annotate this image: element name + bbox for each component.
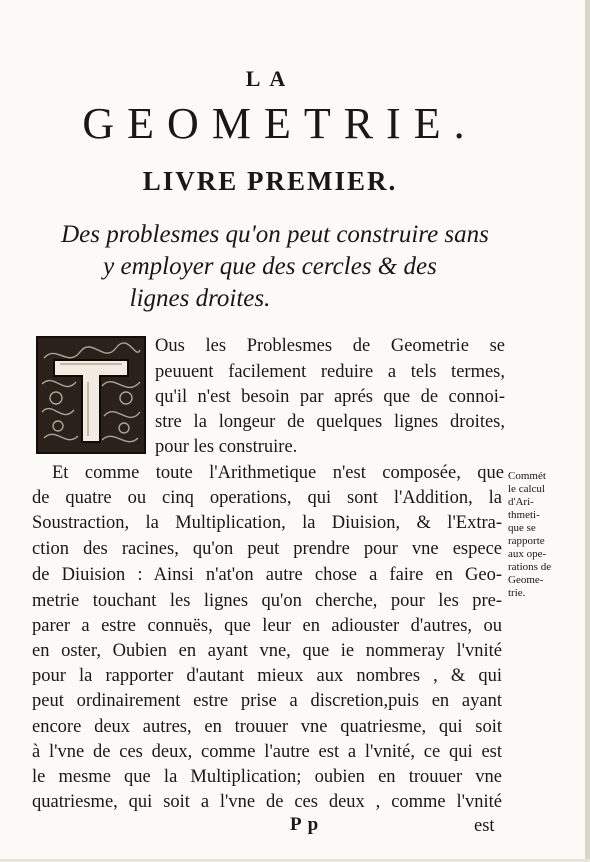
text-line: peut ordinairement estre prise a discretion,puis en ayant <box>32 691 502 711</box>
subtitle-line-3: lignes droites. <box>129 285 271 312</box>
text-line: Ous les Problesmes de Geometrie se <box>155 336 505 356</box>
text-line: de quatre ou cinq operations, qui sont l'Addition, la <box>32 488 502 508</box>
margin-note-line: thmeti- <box>508 509 540 521</box>
heading-livre-premier: LIVRE PREMIER. <box>142 166 398 196</box>
text-line: à l'vne de ces deux, comme l'autre est a l'vnité, ce qui est <box>32 742 502 762</box>
margin-note-line: aux ope- <box>508 548 547 560</box>
margin-note-line: rapporte <box>508 535 545 547</box>
subtitle-line-2: y employer que des cercles & des <box>103 253 437 280</box>
text-line: qu'il n'est besoin par aprés que de connoi- <box>155 387 505 407</box>
margin-note-line: d'Ari- <box>508 496 534 508</box>
margin-note-line: Geome- <box>508 574 544 586</box>
text-line: peuuent facilement reduire a tels termes, <box>155 362 505 382</box>
text-line: stre la longeur de quelques lignes droites, <box>155 412 505 432</box>
heading-la: LA <box>245 66 295 91</box>
margin-note-line: rations de <box>508 561 552 573</box>
text-line: ction des racines, qu'on peut prendre pour vne espece <box>32 539 502 559</box>
text-line: en oster, Oubien en ayant vne, que ie nommeray l'vnité <box>32 641 502 661</box>
subtitle-line-1: Des problesmes qu'on peut construire sans <box>61 221 489 248</box>
ornate-initial-T-icon <box>36 336 146 454</box>
text-line: pour les construire. <box>155 437 298 457</box>
margin-note-line: Commét <box>508 470 546 482</box>
text-line: de Diuision : Ainsi n'at'on autre chose a faire en Geo- <box>32 565 502 585</box>
text-line: Soustraction, la Multiplication, la Diuision, & l'Extra- <box>32 513 502 533</box>
heading-geometrie: GEOMETRIE. <box>82 99 478 148</box>
text-line: Et comme toute l'Arithmetique n'est composée, que <box>52 463 504 483</box>
text-line: encore deux autres, en trouuer vne quatriesme, qui soit <box>32 717 502 737</box>
catchword: est <box>474 816 495 836</box>
page-edge <box>585 0 590 862</box>
text-line: quatriesme, qui soit a l'vne de ces deux , comme l'vnité <box>32 792 502 812</box>
margin-note-line: que se <box>508 522 536 534</box>
margin-note-line: trie. <box>508 587 526 599</box>
margin-note-line: le calcul <box>508 483 545 495</box>
text-line: metrie touchant les lignes qu'on cherche, pour les pre- <box>32 591 502 611</box>
text-line: pour la rapporter d'autant mieux aux nombres , & qui <box>32 666 502 686</box>
text-line: parer a estre connuës, que leur en adiouster d'autres, ou <box>32 616 502 636</box>
text-line: le mesme que la Multiplication; oubien en trouuer vne <box>32 767 502 787</box>
margin-note <box>508 470 580 600</box>
signature-mark: Pp <box>290 814 325 835</box>
